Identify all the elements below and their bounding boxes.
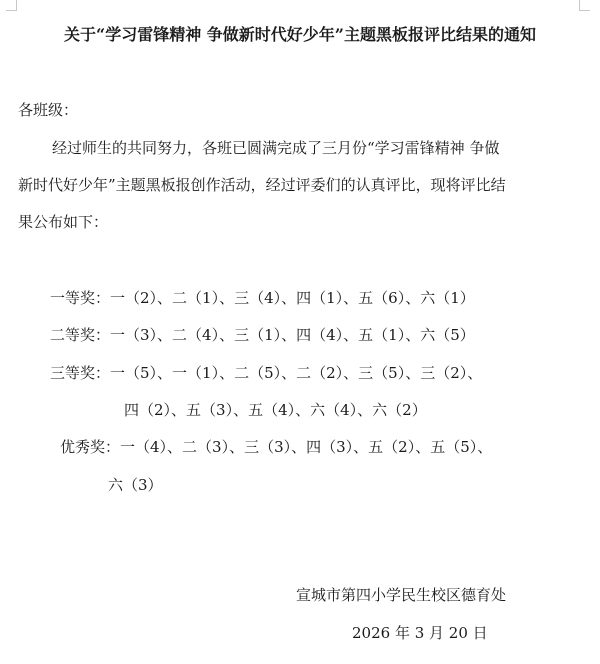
- signature-organization: 宣城市第四小学民生校区德育处: [296, 586, 507, 604]
- award-second: 二等奖：一（3）、二（4）、三（1）、四（4）、五（1）、六（5）: [50, 326, 475, 344]
- award-first: 一等奖：一（2）、二（1）、三（4）、四（1）、五（6）、六（1）: [50, 289, 475, 307]
- page-corner-mark: [579, 0, 590, 11]
- award-third-continued: 四（2）、五（3）、五（4）、六（4）、六（2）: [124, 401, 427, 419]
- greeting: 各班级：: [18, 101, 79, 119]
- paragraph-line: 经过师生的共同努力，各班已圆满完成了三月份“学习雷锋精神 争做: [52, 139, 500, 157]
- paragraph-line: 新时代好少年”主题黑板报创作活动，经过评委们的认真评比，现将评比结: [18, 176, 506, 194]
- document-title: 关于“学习雷锋精神 争做新时代好少年”主题黑板报评比结果的通知: [64, 25, 536, 44]
- award-third: 三等奖：一（5）、一（1）、二（5）、二（2）、三（5）、三（2）、: [50, 364, 483, 382]
- award-excellent: 优秀奖：一（4）、二（3）、三（3）、四（3）、五（2）、五（5）、: [60, 438, 493, 456]
- signature-date: 2026 年 3 月 20 日: [352, 624, 488, 642]
- page-corner-mark: [6, 0, 17, 11]
- award-excellent-continued: 六（3）: [108, 476, 163, 494]
- paragraph-line: 果公布如下：: [18, 213, 109, 231]
